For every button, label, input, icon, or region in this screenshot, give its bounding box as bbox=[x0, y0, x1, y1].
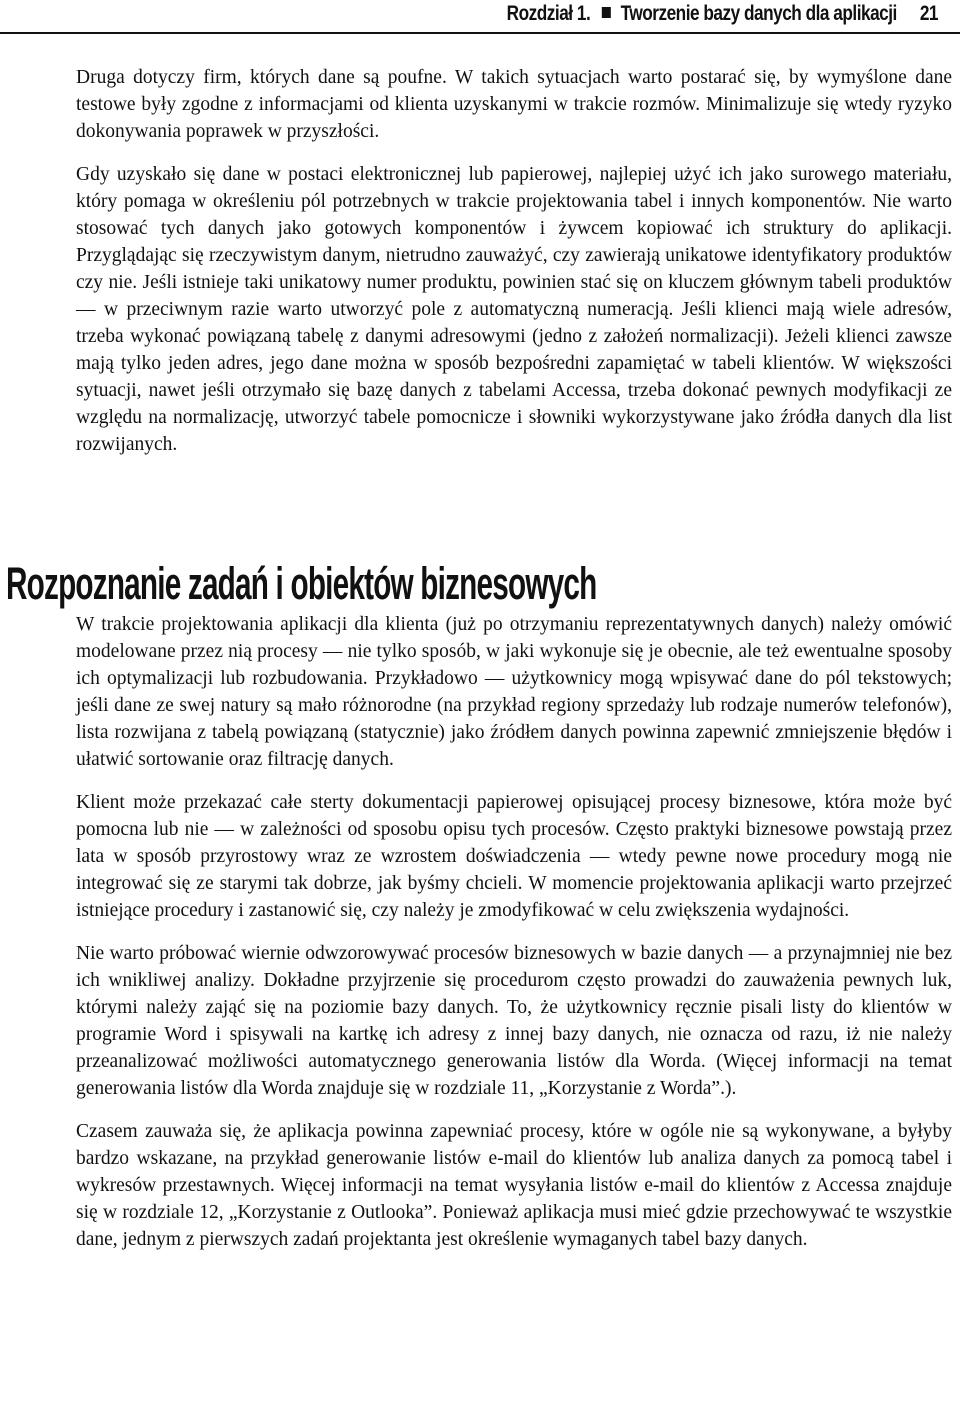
paragraph: W trakcie projektowania aplikacji dla klienta (już po otrzymaniu reprezentatywnych danych) należy omówić modelowane przez nią procesy — nie tylko sposób, w jaki wykonuje się je obecnie, ale też ewentualne sposoby ich optymalizacji lub rozbudowania. Przykładowo — użytkownicy mogą wpisywać dane do pól tekstowych; jeśli dane ze swej natury są mało różnorodne (na przykład regiony sprzedaży lub rodzaje numerów telefonów), lista rozwijana z tabelą powiązaną (statycznie) jako źródłem danych powinna zapewnić zmniejszenie błędów i ułatwić sortowanie oraz filtrację danych. bbox=[76, 614, 952, 770]
paragraph: Gdy uzyskało się dane w postaci elektronicznej lub papierowej, najlepiej użyć ich jako surowego materiału, który pomaga w określeniu pól potrzebnych w trakcie projektowania tabel i innych komponentów. Nie warto stosować tych danych jako gotowych komponentów i żywcem kopiować ich struktury do aplikacji. Przyglądając się rzeczywistym danym, nietrudno zauważyć, czy zawierają unikatowe identyfikatory produktów czy nie. Jeśli istnieje taki unikatowy numer produktu, powinien stać się on kluczem głównym tabeli produktów — w przeciwnym razie warto utworzyć pole z automatyczną numeracją. Jeśli klienci mają wiele adresów, trzeba wykonać powiązaną tabelę z danymi adresowymi (jedno z założeń normalizacji). Jeżeli klienci zawsze mają tylko jeden adres, jego dane można w sposób bezpośredni zapamiętać w tabeli klientów. W większości sytuacji, nawet jeśli otrzymało się bazę danych z tabelami Accessa, trzeba dokonać pewnych modyfikacji ze względu na normalizację, utworzyć tabele pomocnicze i słowniki wykorzystywane jako źródła danych dla list rozwijanych. bbox=[76, 164, 952, 455]
page-header bbox=[0, 0, 960, 34]
bullet-square-icon bbox=[602, 7, 611, 18]
paragraph: Czasem zauważa się, że aplikacja powinna zapewniać procesy, które w ogóle nie są wykonywane, a byłyby bardzo wskazane, na przykład generowanie listów e-mail do klientów lub analiza danych za pomocą tabel i wykresów przestawnych. Więcej informacji na temat wysyłania listów e-mail do klientów z Accessa znajduje się w rozdziale 12, „Korzystanie z Outlooka”. Ponieważ aplikacja musi mieć gdzie przechowywać te wszystkie dane, jednym z pierwszych zadań projektanta jest określenie wymaganych tabel bazy danych. bbox=[76, 1121, 952, 1250]
text-block-bottom bbox=[76, 611, 952, 1253]
page-number: 21 bbox=[919, 2, 938, 25]
section-heading: Rozpoznanie zadań i obiektów biznesowych bbox=[6, 558, 597, 609]
chapter-title: Tworzenie bazy danych dla aplikacji bbox=[620, 2, 897, 25]
header-divider bbox=[0, 32, 960, 34]
running-header bbox=[507, 2, 938, 26]
paragraph: Klient może przekazać całe sterty dokumentacji papierowej opisującej procesy biznesowe, która może być pomocna lub nie — w zależności od sposobu opisu tych procesów. Często praktyki biznesowe powstają przez lata w sposób przyrostowy wraz ze wzrostem doświadczenia — wtedy pewne nowe procedury mogą nie integrować się ze starymi tak dobrze, jak byśmy chcieli. W momencie projektowania aplikacji warto przejrzeć istniejące procedury i zastanowić się, czy należy je zmodyfikować w celu zwiększenia wydajności. bbox=[76, 792, 952, 921]
paragraph: Druga dotyczy firm, których dane są poufne. W takich sytuacjach warto postarać się, by wymyślone dane testowe były zgodne z informacjami od klienta uzyskanymi w trakcie rozmów. Minimalizuje się wtedy ryzyko dokonywania poprawek w przyszłości. bbox=[76, 67, 952, 142]
text-block-top bbox=[76, 64, 952, 458]
paragraph: Nie warto próbować wiernie odwzorowywać procesów biznesowych w bazie danych — a przynajmniej nie bez ich wnikliwej analizy. Dokładne przyjrzenie się procedurom często prowadzi do zauważenia pewnych luk, którymi należy zająć się na poziomie bazy danych. To, że użytkownicy ręcznie pisali listy do klientów w programie Word i spisywali na kartkę ich adresy z innej bazy danych, nie oznacza od razu, iż nie należy przeanalizować możliwości automatycznego generowania listów dla Worda. (Więcej informacji na temat generowania listów dla Worda znajduje się w rozdziale 11, „Korzystanie z Worda”.). bbox=[76, 943, 952, 1099]
chapter-label: Rozdział 1. bbox=[506, 2, 591, 25]
